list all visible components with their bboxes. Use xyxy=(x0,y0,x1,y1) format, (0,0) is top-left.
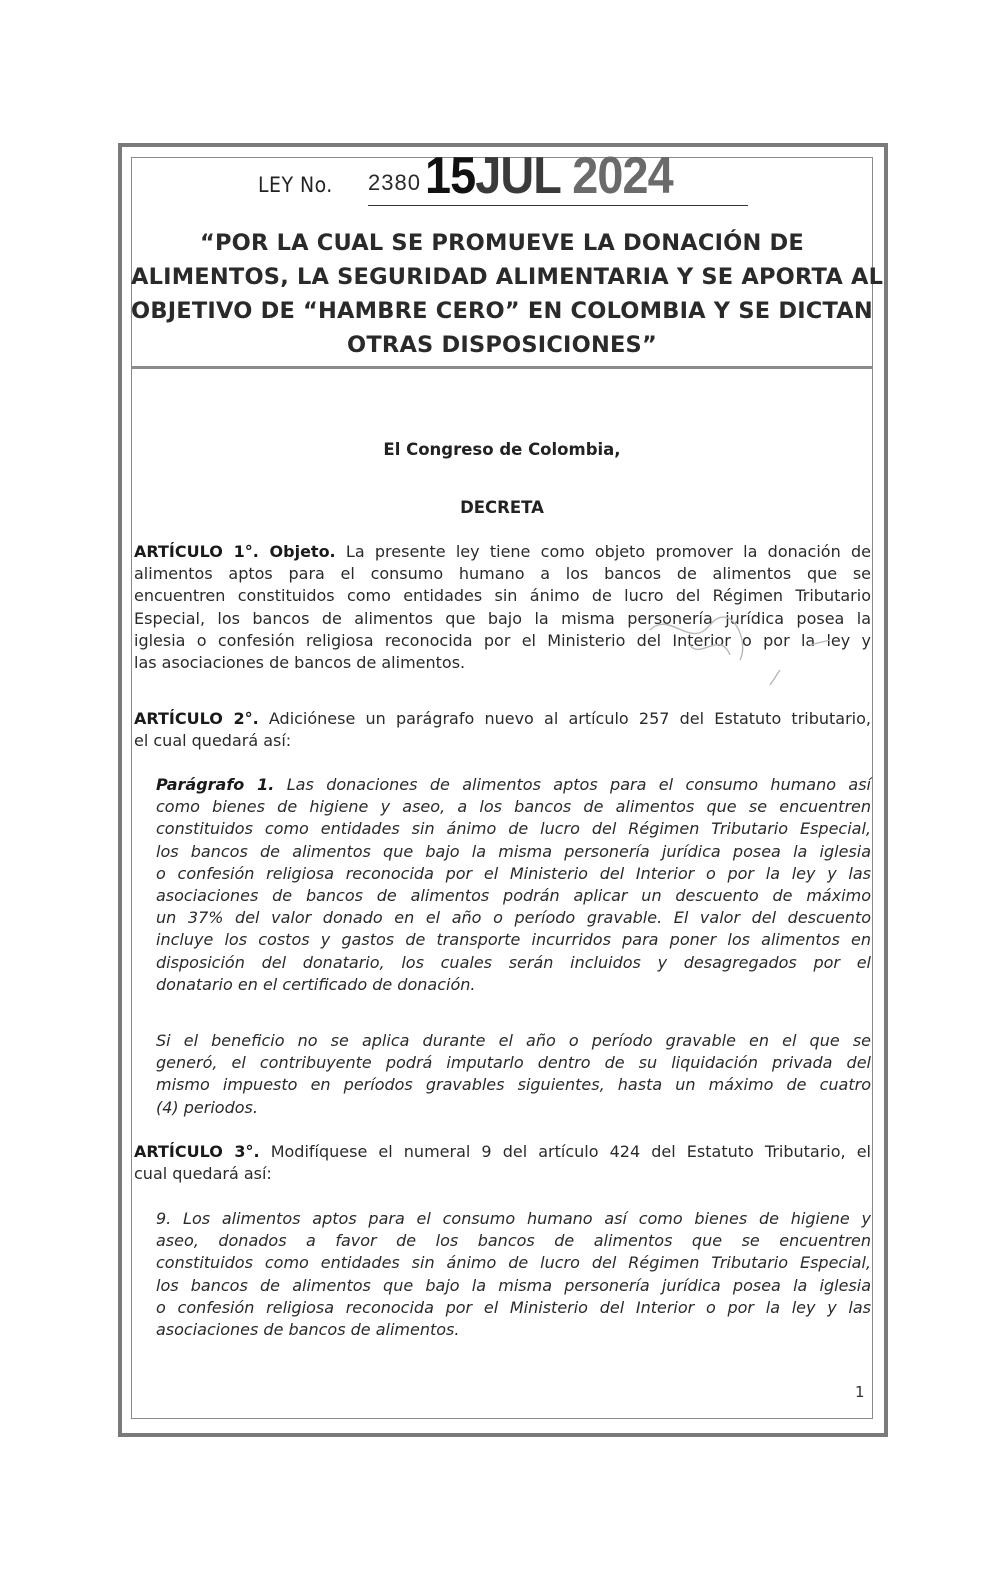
title-divider xyxy=(131,366,873,369)
text-line: donatario en el certificado de donación. xyxy=(156,974,476,994)
article-3-numeral-9 xyxy=(156,1208,871,1341)
text-line: incluye los costos y gastos de transporte incurridos para poner los alimentos en xyxy=(156,930,871,950)
text-line: Adiciónese un parágrafo nuevo al artículo 257 del Estatuto tributario, xyxy=(258,709,871,728)
signature-mark xyxy=(630,600,830,690)
text-line: 9. Los alimentos aptos para el consumo humano así como bienes de higiene y xyxy=(156,1209,871,1228)
text-line: las asociaciones de bancos de alimentos. xyxy=(134,653,466,673)
text-line: Modifíquese el numeral 9 del artículo 424 del Estatuto Tributario, el xyxy=(259,1142,871,1161)
article-2 xyxy=(134,708,871,752)
text-line: el cual quedará así: xyxy=(134,731,292,751)
text-line: los bancos de alimentos que bajo la misma personería jurídica posea la iglesia xyxy=(156,841,871,861)
text-line: o confesión religiosa reconocida por el Ministerio del Interior o por la ley y las xyxy=(156,1297,871,1317)
article-2-paragraph-2 xyxy=(156,1030,871,1119)
stamp-day: 15 xyxy=(425,147,476,205)
law-number-underline xyxy=(368,205,748,206)
text-line: un 37% del valor donado en el año o período gravable. El valor del descuento xyxy=(156,908,871,928)
decree-heading: DECRETA xyxy=(460,498,544,517)
article-1-heading: ARTÍCULO 1°. Objeto. xyxy=(134,542,336,561)
paragraph-1-heading: Parágrafo 1. xyxy=(156,775,275,794)
title-line: OTRAS DISPOSICIONES” xyxy=(347,332,657,358)
text-line: (4) periodos. xyxy=(156,1097,258,1117)
text-line: encuentren constituidos como entidades sin ánimo de lucro del Régimen Tributario xyxy=(134,586,871,606)
law-title xyxy=(131,226,884,362)
page-number: 1 xyxy=(855,1383,865,1401)
law-label: LEY No. xyxy=(258,173,333,197)
title-line: “POR LA CUAL SE PROMUEVE LA DONACIÓN DE xyxy=(200,230,804,256)
article-3-heading: ARTÍCULO 3°. xyxy=(134,1142,260,1161)
text-line: La presente ley tiene como objeto promover la donación de xyxy=(335,542,871,561)
text-line: constituidos como entidades sin ánimo de lucro del Régimen Tributario Especial, xyxy=(156,1253,871,1273)
text-line: asociaciones de bancos de alimentos podrán aplicar un descuento de máximo xyxy=(156,886,871,906)
text-line: alimentos aptos para el consumo humano a los bancos de alimentos que se xyxy=(134,564,871,584)
title-line: ALIMENTOS, LA SEGURIDAD ALIMENTARIA Y SE APORTA AL xyxy=(131,264,884,290)
text-line: asociaciones de bancos de alimentos. xyxy=(156,1320,460,1340)
text-line: los bancos de alimentos que bajo la misma personería jurídica posea la iglesia xyxy=(156,1275,871,1295)
text-line: como bienes de higiene y aseo, a los bancos de alimentos que se encuentren xyxy=(156,797,871,817)
text-line: iglesia o confesión religiosa reconocida por el Ministerio del Interior o por la ley y xyxy=(134,630,871,650)
text-line: o confesión religiosa reconocida por el Ministerio del Interior o por la ley y las xyxy=(156,863,871,883)
text-line: mismo impuesto en períodos gravables siguientes, hasta un máximo de cuatro xyxy=(156,1075,871,1095)
text-line: Si el beneficio no se aplica durante el año o período gravable en el que se xyxy=(156,1031,871,1050)
text-line: aseo, donados a favor de los bancos de alimentos que se encuentren xyxy=(156,1231,871,1251)
stamp-month: JUL xyxy=(475,147,561,205)
stamp-year: 2024 xyxy=(572,147,673,205)
text-line: disposición del donatario, los cuales serán incluidos y desagregados por el xyxy=(156,952,871,972)
article-3 xyxy=(134,1141,871,1185)
article-2-paragraph-1 xyxy=(156,774,871,996)
law-header xyxy=(0,147,1000,210)
text-line: Especial, los bancos de alimentos que bajo la misma personería jurídica posea la xyxy=(134,608,871,628)
text-line: Las donaciones de alimentos aptos para el consumo humano así xyxy=(274,775,872,794)
article-2-heading: ARTÍCULO 2°. xyxy=(134,709,259,728)
text-line: generó, el contribuyente podrá imputarlo dentro de su liquidación privada del xyxy=(156,1053,871,1073)
law-number: 2380 xyxy=(368,170,421,195)
text-line: constituidos como entidades sin ánimo de lucro del Régimen Tributario Especial, xyxy=(156,819,871,839)
title-line: OBJETIVO DE “HAMBRE CERO” EN COLOMBIA Y SE DICTAN xyxy=(131,298,873,324)
text-line: cual quedará así: xyxy=(134,1164,272,1184)
date-stamp xyxy=(425,146,673,206)
enacting-body: El Congreso de Colombia, xyxy=(383,440,621,459)
